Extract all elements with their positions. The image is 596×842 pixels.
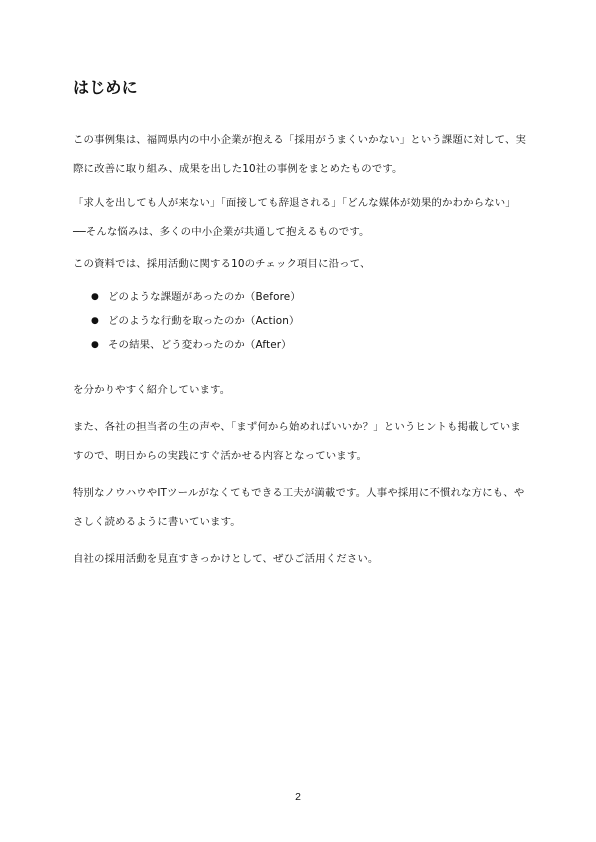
- checklist-intro-paragraph: この資料では、採用活動に関する10のチェック項目に沿って、: [73, 258, 371, 270]
- bullet-list: [73, 285, 528, 357]
- page-content: [73, 76, 528, 574]
- bullet-item-after: [73, 333, 528, 357]
- bullet-item-action: [73, 309, 528, 333]
- bullet-text: その結果、どう変わったのか（After）: [108, 339, 292, 351]
- page-heading: はじめに: [73, 78, 138, 97]
- tips-paragraph: 特別なノウハウやITツールがなくてもできる工夫が満載です。人事や採用に不慣れな方にも、やさしく読めるように書いています。: [73, 487, 525, 528]
- page-number: 2: [295, 792, 301, 803]
- bullet-text: どのような行動を取ったのか（Action）: [108, 315, 300, 327]
- bullet-item-before: [73, 285, 528, 309]
- intro-paragraph: この事例集は、福岡県内の中小企業が抱える「採用がうまくいかない」という課題に対して、実際に改善に取り組み、成果を出した10社の事例をまとめたものです。: [73, 134, 527, 175]
- bullet-icon: ●: [91, 340, 100, 350]
- introduction-summary-paragraph: を分かりやすく紹介しています。: [73, 384, 231, 396]
- bullet-icon: ●: [91, 292, 100, 302]
- closing-paragraph: 自社の採用活動を見直すきっかけとして、ぜひご活用ください。: [73, 553, 379, 565]
- concerns-paragraph: 「求人を出しても人が来ない」「面接しても辞退される」「どんな媒体が効果的かわからない」──そんな悩みは、多くの中小企業が共通して抱えるものです。: [73, 197, 516, 238]
- bullet-text: どのような課題があったのか（Before）: [108, 291, 301, 303]
- hints-paragraph: また、各社の担当者の生の声や、「まず何から始めればいいか？」というヒントも掲載していますので、明日からの実践にすぐ活かせる内容となっています。: [73, 421, 521, 462]
- bullet-icon: ●: [91, 316, 100, 326]
